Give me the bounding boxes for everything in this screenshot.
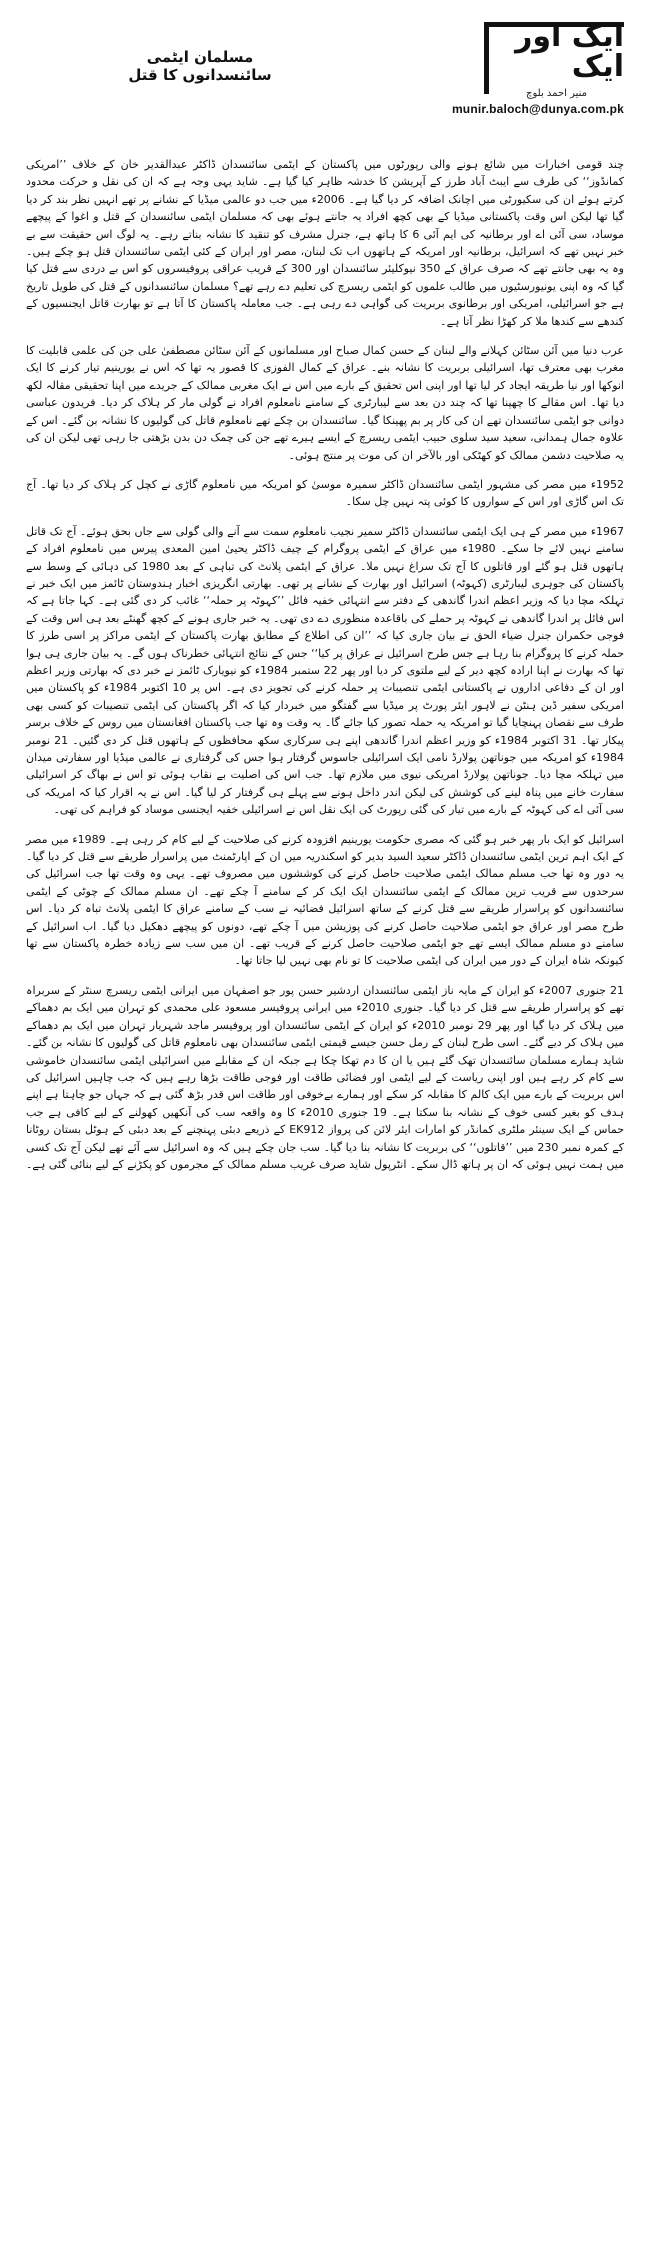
paragraph: چند قومی اخبارات میں شائع ہونے والی رپورٹوں میں پاکستان کے ایٹمی سائنسدان ڈاکٹر عبدالقدیر خان کے خلاف ’’امریکی کمانڈوز‘‘ کی طرف سے ایبٹ آباد طرز کے آپریشن کا خدشہ ظاہر کیا گیا ہے۔ شاید یہی وجہ ہے کہ ان کی نقل و حرکت محدود کرتے ہوئے ان کی سکیورٹی میں اچانک اضافہ کر دیا گیا ہے۔ 2006ء میں جب دو عالمی میڈیا کے نشانے پر تھے انہیں نظر بند کر دیا گیا تھا لیکن اس وقت پاکستانی میڈیا کے بھی کچھ افراد یہ جانتے ہوئے بھی کہ مسلمان ایٹمی سائنسدان کے قتل و اغوا کے پیچھے موساد، سی آئی اے اور برطانیہ کی ایم آئی 6 کا ہاتھ ہے، جنرل مشرف کو تنقید کا نشانہ بناتے رہے۔ یہ لوگ اس حقیقت سے بے خبر نہیں تھے کہ اسرائیل، برطانیہ اور امریکہ کے ہاتھوں اب تک لبنان، مصر اور ایران کے کئی ایٹمی سائنسدان قتل ہو چکے ہیں۔ وہ یہ بھی جانتے تھے کہ صرف عراق کے 350 نیوکلیئر سائنسدان اور 300 کے قریب عراقی پروفیسروں کو اس بے دردی سے قتل کیا گیا کہ وہ اپنی یونیورسٹیوں میں طالب علموں کو ایٹمی ریسرچ کی تعلیم دے رہے تھے؟ مسلمان سائنسدانوں کے قتل کی طویل تاریخ ہے جو اسرائیلی، امریکی اور برطانوی بربریت کی گواہی دے رہی ہے۔ جب معاملہ پاکستان کا آتا ہے تو بھارت قاتل ایجنسیوں کے کندھے سے کندھا ملا کر کھڑا نظر آتا ہے۔ [26,158,624,328]
paragraph: عرب دنیا میں آئن سٹائن کہلانے والے لبنان کے حسن کمال صباح اور مسلمانوں کے آئن سٹائن مصطفیٰ علی جن کی علمی قابلیت کا مغرب بھی معترف تھا، اسرائیلی بربریت کا نشانہ بنے۔ عراق کے کمال الفوزی کا قصور یہ تھا کہ اس نے یورینیم تیار کرنے کا ایک انوکھا اور نیا طریقہ ایجاد کر لیا تھا اور اپنی اس تحقیق کے بارے میں اس نے ایک مغربی ممالک کے جریدے میں اپنا تحقیقی مقالہ لکھ دیا تھا۔ اس مقالے کا چھپنا تھا کہ چند دن بعد سے لیبارٹری کے سامنے نامعلوم افراد نے گولی مار کر ہلاک کر دیا۔ فریدون عباسی دوانی جو ایٹمی سائنسدان تھے ان کی کار پر بم پھینکا گیا۔ سائنسدان بن چکے تھے نامعلوم قاتل کی گولیوں کا نشانہ بن گئے۔ اس کے علاوہ جمال ہمدانی، سعید سید سلوی حبیب ایٹمی ریسرچ کے ایسے ہیرے تھے جن کی چمک دن بدن بڑھتی جا رہی تھی لیکن ان کی یہ صلاحیت دشمن ممالک کو کھٹکی اور بالآخر ان کی موت پر منتج ہوئی۔ [26,344,624,462]
column-header [26,19,624,142]
author-email[interactable]: munir.baloch@dunya.com.pk [451,102,624,116]
paragraph: 21 جنوری 2007ء کو ایران کے مایہ ناز ایٹمی سائنسدان اردشیر حسن پور جو اصفہان میں ایرانی ایٹمی ریسرچ سنٹر کے سربراہ تھے کو پراسرار طریقے سے قتل کر دیا گیا۔ جنوری 2010ء میں ایرانی پروفیسر مسعود علی محمدی کو تہران میں ایک بم دھماکے میں ہلاک کر دیا گیا اور پھر 29 نومبر 2010ء کو ایران کے ایٹمی سائنسدان اور پروفیسر ماجد شہریار تہران میں ایک بم دھماکے میں ہلاک کر دیے گئے۔ اسی طرح لبنان کے رمل حسن جیسے قیمتی ایٹمی سائنسدان بھی نامعلوم قاتل کی گولیوں کا نشانہ بن گئے۔ شاید ہمارے مسلمان سائنسدان تھک گئے ہیں یا ان کا دم تھکا چکا ہے جبکہ ان کے مقابلے میں اسرائیلی ایٹمی سائنسدان خاموشی سے کام کر رہے ہیں اور اپنی ریاست کے لیے ایٹمی اور فضائی طاقت اور فوجی طاقت بڑھا رہے ہیں کہ جب چاہیں اسرائیل کی اس بربریت کے بارے میں ایک کالم کا مقابلہ کر سکے اور ہمارے بےخوفی اور طاقت اس قدر بڑھ گئی ہے کہ جہاں جو چاہتا ہے اپنے ہدف کو بغیر کسی خوف کے نشانہ بنا سکتا ہے۔ 19 جنوری 2010ء کا وہ واقعہ سب کی آنکھیں کھولنے کے لیے کافی ہے جب حماس کے ایک سینئر ملٹری کمانڈر کو امارات ایئر لائن کی پرواز EK912 کے ذریعے دبئی پہنچنے کے بعد دبئی کے ہوٹل بستان روٹانا کے کمرہ نمبر 230 میں ’’قاتلوں‘‘ کی بربریت کا نشانہ بنا دیا گیا۔ سب جان چکے ہیں کہ وہ اسرائیل سے آئے تھے لیکن آج تک کسی میں ہمت نہیں ہوئی کہ ان پر ہاتھ ڈال سکے۔ انٹرپول شاید صرف غریب مسلم ممالک کے مجرموں کو پکڑنے کے لیے بنائی گئی ہے۔ [25,983,625,1171]
paragraph: 1952ء میں مصر کی مشہور ایٹمی سائنسدان ڈاکٹر سمیرہ موسیٰ کو امریکہ میں نامعلوم گاڑی نے کچل کر ہلاک کر دیا تھا۔ آج تک اس گاڑی اور اس کے سواروں کا کوئی پتہ نہیں چل سکا۔ [26,477,624,509]
column-title: ایک اور ایک [515,19,624,84]
author-name: منیر احمد بلوچ [526,88,587,99]
column-masthead [394,19,624,116]
paragraph: 1967ء میں مصر کے ہی ایک ایٹمی سائنسدان ڈاکٹر سمیر نجیب نامعلوم سمت سے آنے والی گولی سے جاں بحق ہوئے۔ آج تک قاتل سامنے نہیں لائے جا سکے۔ 1980ء میں عراق کے ایٹمی پروگرام کے چیف ڈاکٹر یحییٰ امین المعدی پیرس میں نامعلوم افراد کے ہاتھوں قتل ہو گئے اور قاتلوں کا آج تک سراغ نہیں ملا۔ عراق کے ایٹمی پلانٹ کی تباہی کے بعد 1980 کی دہائی کے وسط سے پاکستان کی جوہری لیبارٹری (کہوٹہ) اسرائیل اور بھارت کے نشانے پر تھی۔ بھارتی انگریزی اخبار ہندوستان ٹائمز میں ایک خبر نے تہلکہ مچا دیا کہ وزیر اعظم اندرا گاندھی کے دفتر سے انتہائی خفیہ فائل ’’کہوٹہ پر حملہ‘‘ غائب کر دی گئی ہے۔ کہا جاتا ہے کہ اس فائل پر اندرا گاندھی نے کہوٹہ پر حملے کی باقاعدہ منظوری دے دی تھی۔ یہ خبر جاری ہونے کے کچھ گھنٹے بعد ہی اس وقت کے فوجی حکمران جنرل ضیاء الحق نے بیان جاری کیا کہ ’’ان کی اطلاع کے مطابق بھارت پاکستان کے ایٹمی مراکز پر اسی طرز کا حملہ کرنے کا پروگرام بنا رہا ہے جس طرح اسرائیل نے عراق پر کیا‘‘ جس کے نتائج انتہائی خطرناک ہوں گے۔ یہ بیان جاری ہی ہوا تھا کہ بھارت نے اپنا ارادہ کچھ دیر کے لیے ملتوی کر دیا اور پھر 22 ستمبر 1984ء کو نیویارک ٹائمز نے خبر دی کہ بھارتی وزیر اعظم اور ان کے دفاعی اداروں نے پاکستانی ایٹمی تنصیبات پر حملہ کرنے کی تجویز دی ہے۔ اس پر 10 اکتوبر 1984ء کو پاکستان میں امریکی سفیر ڈین ہنٹن نے لاہور ایئر پورٹ پر میڈیا سے گفتگو میں خبردار کیا کہ اگر پاکستان کی ایٹمی تنصیبات کو کسی بھی طرف سے نقصان پہنچایا گیا تو امریکہ یہ حملہ تصور کیا جائے گا۔ یہ وقت وہ تھا جب پاکستان افغانستان میں روس کے خلاف برسر پیکار تھا۔ 31 اکتوبر 1984ء کو وزیر اعظم اندرا گاندھی اپنے ہی سرکاری سکھ محافظوں کے ہاتھوں قتل کر دی گئیں۔ 21 نومبر 1984ء کو امریکہ میں جوناتھن پولارڈ نامی ایک اسرائیلی جاسوس گرفتار ہوا جس کی گرفتاری نے عالمی میڈیا اور سفارتی میدان میں تہلکہ مچا دیا۔ جوناتھن پولارڈ امریکی نیوی میں ملازم تھا۔ جب اس کی اصلیت بے نقاب ہوئی تو اس نے بھاگ کر اسرائیلی سفارت خانے میں پناہ لینے کی کوشش کی لیکن اندر داخل ہونے سے پہلے ہی گرفتار کر لیا گیا۔ اس نے یہ اقرار کیا کہ امریکہ کی سی آئی اے کی کہوٹہ کے بارے میں تیار کی گئی رپورٹ کی ایک نقل اس نے اسرائیلی خفیہ ایجنسی موساد کو فراہم کی تھی۔ [26,524,625,817]
headline: مسلمان ایٹمی سائنسدانوں کا قتل [128,48,272,84]
article-body [26,156,624,1173]
paragraph: اسرائیل کو ایک بار پھر خبر ہو گئی کہ مصری حکومت یورینیم افزودہ کرنے کی صلاحیت کے لیے کام کر رہی ہے۔ 1989ء میں مصر کے ایک اہم ترین ایٹمی سائنسدان ڈاکٹر سعید السید بدیر کو اسکندریہ میں ان کے اپارٹمنٹ میں پراسرار طریقے سے قتل کر دیا گیا۔ یہ دور وہ تھا جب مسلم ممالک ایٹمی صلاحیت حاصل کرنے کی کوششوں میں مصروف تھے۔ یہی وہ وقت تھا جب اسرائیل کی سرحدوں سے قریب ترین ممالک کے ایٹمی سائنسدان ایک ایک کر کے سامنے آ چکے تھے۔ ان مسلم ممالک کے چوٹی کے ایٹمی سائنسدانوں کو پراسرار طریقے سے قتل کرنے کے ساتھ اسرائیل فضائیہ نے سب کے سامنے عراق کا ایٹمی پلانٹ تباہ کر دیا۔ اس طرح مصر اور عراق جو ایٹمی صلاحیت حاصل کرنے کی پوزیشن میں آ چکے تھے، دونوں کو پیچھے دھکیل دیا گیا۔ اب اسرائیل کے سامنے دو مسلم ممالک ایسے تھے جو ایٹمی صلاحیت حاصل کرنے کے قریب تھے۔ ان میں سب سے زیادہ خطرہ پاکستان سے تھا کیونکہ شاہ ایران کے دور میں ایران کی ایٹمی صلاحیت کا تو نام بھی نہیں لیا جاتا تھا۔ [26,832,624,968]
column-logo [484,19,624,99]
logo-row [394,19,624,99]
